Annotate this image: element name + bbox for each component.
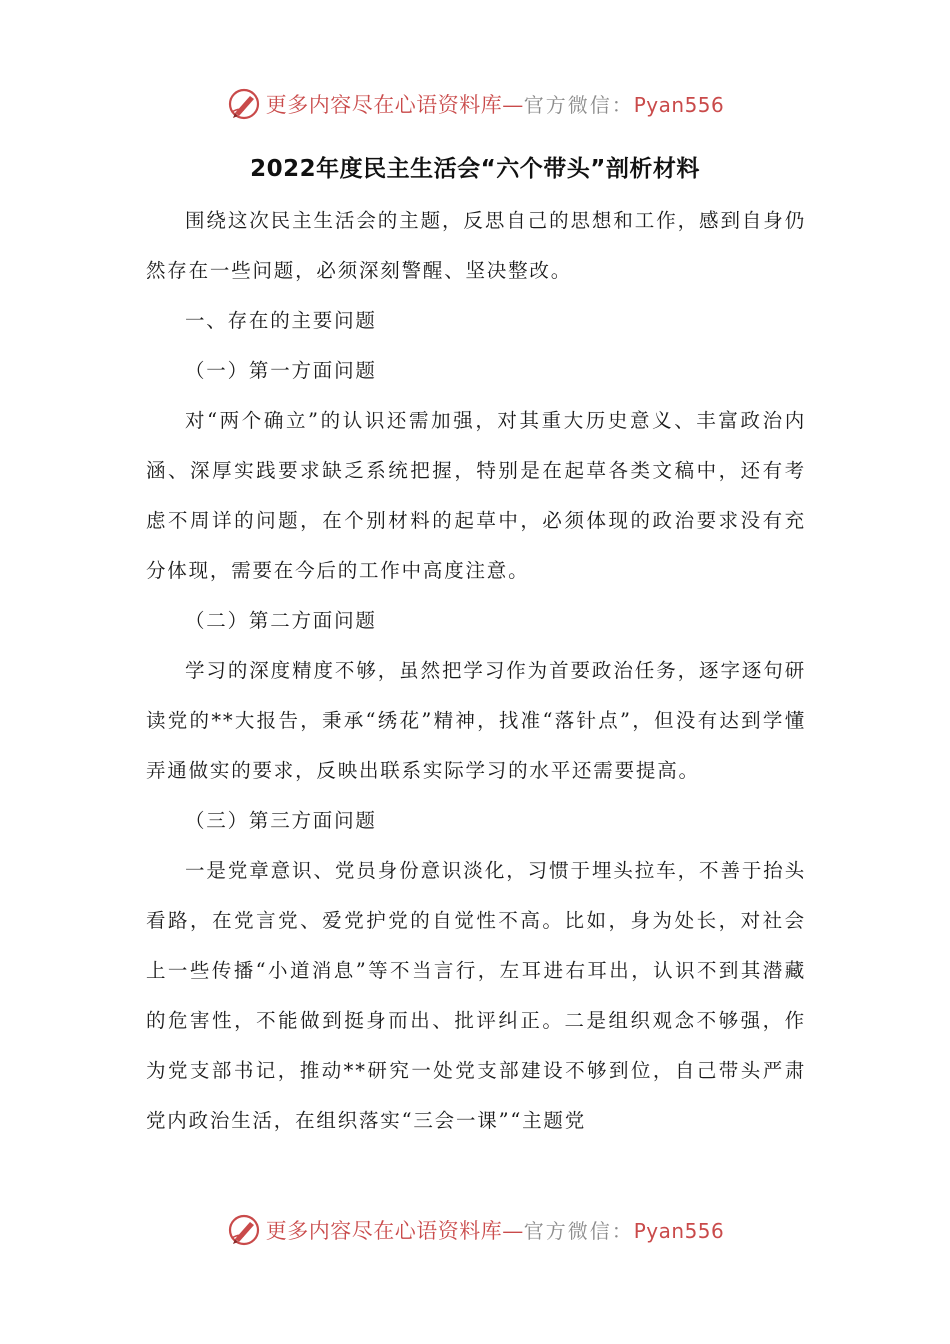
document-body [146, 196, 806, 1146]
watermark-official: 官方微信： [523, 93, 634, 117]
watermark-label: 更多内容尽在心语资料库 [265, 1219, 503, 1243]
watermark-footer [0, 1210, 950, 1250]
subsection-paragraph-1: 对“两个确立”的认识还需加强，对其重大历史意义、丰富政治内涵、深厚实践要求缺乏系统把握，特别是在起草各类文稿中，还有考虑不周详的问题，在个别材料的起草中，必须体现的政治要求没有充分体现，需要在今后的工作中高度注意。 [146, 409, 806, 582]
subsection-paragraph-2: 学习的深度精度不够，虽然把学习作为首要政治任务，逐字逐句研读党的**大报告，秉承“绣花”精神，找准“落针点”，但没有达到学懂弄通做实的要求，反映出联系实际学习的水平还需要提高。 [146, 659, 806, 782]
intro-paragraph: 围绕这次民主生活会的主题，反思自己的思想和工作，感到自身仍然存在一些问题，必须深刻警醒、坚决整改。 [146, 209, 806, 282]
subsection-heading-1: （一）第一方面问题 [185, 359, 377, 382]
watermark-separator: — [502, 93, 524, 117]
watermark-separator: — [502, 1219, 524, 1243]
watermark-header [0, 84, 950, 124]
subsection-paragraph-3: 一是党章意识、党员身份意识淡化，习惯于埋头拉车，不善于抬头看路，在党言党、爱党护党的自觉性不高。比如，身为处长，对社会上一些传播“小道消息”等不当言行，左耳进右耳出，认识不到其潜藏的危害性，不能做到挺身而出、批评纠正。二是组织观念不够强，作为党支部书记，推动**研究一处党支部建设不够到位，自己带头严肃党内政治生活，在组织落实“三会一课”“主题党 [146, 859, 806, 1132]
watermark-wechat-id: Pyan556 [633, 1219, 725, 1243]
pen-logo-icon [226, 86, 262, 122]
section-heading: 一、存在的主要问题 [185, 309, 377, 332]
pen-logo-icon [226, 1212, 262, 1248]
watermark-official: 官方微信： [523, 1219, 634, 1243]
watermark-label: 更多内容尽在心语资料库 [265, 93, 503, 117]
watermark-wechat-id: Pyan556 [633, 93, 725, 117]
subsection-heading-2: （二）第二方面问题 [185, 609, 377, 632]
subsection-heading-3: （三）第三方面问题 [185, 809, 377, 832]
document-title: 2022年度民主生活会“六个带头”剖析材料 [250, 156, 700, 182]
